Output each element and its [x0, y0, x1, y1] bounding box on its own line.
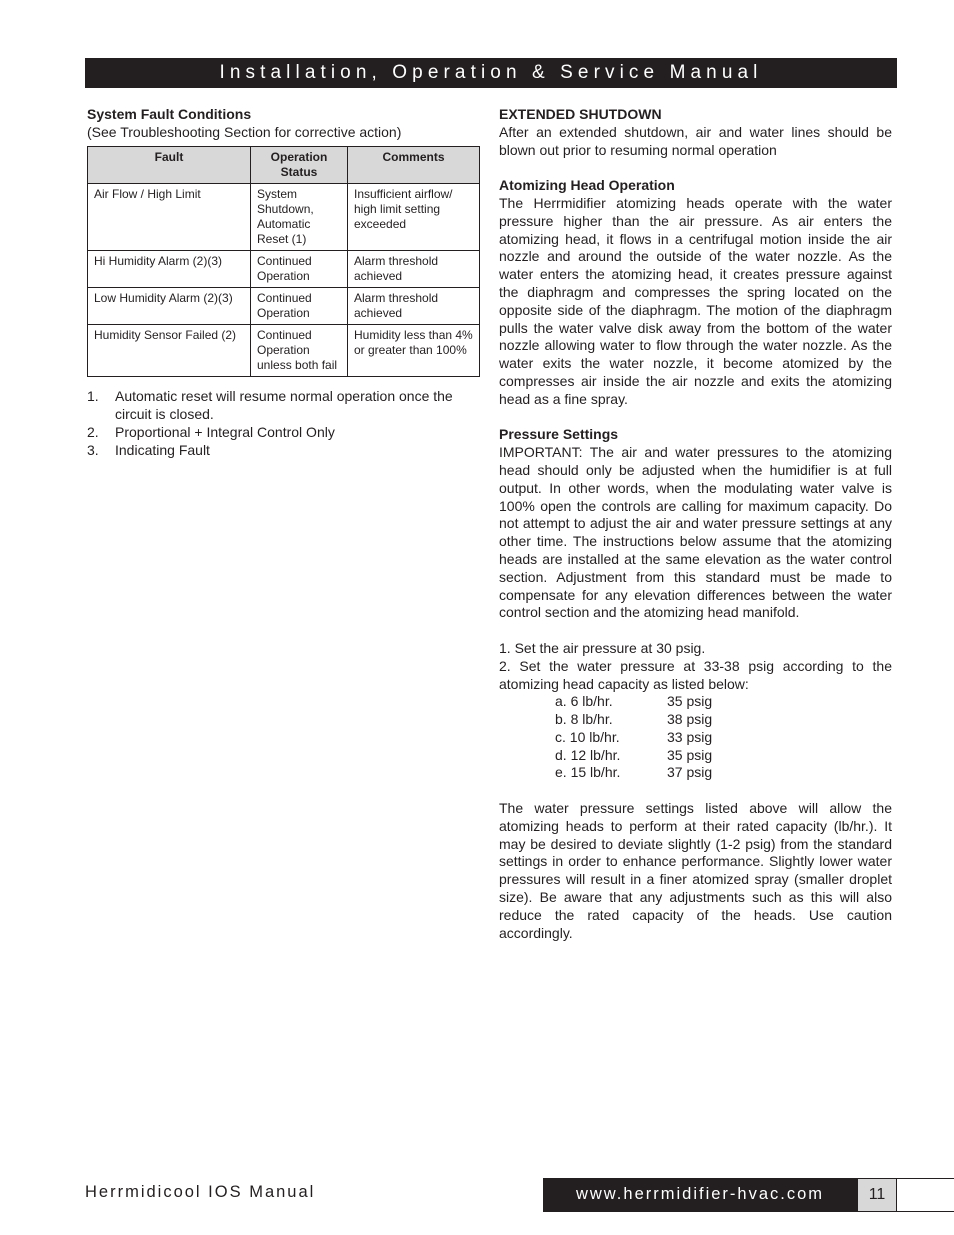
footnote-text: Automatic reset will resume normal operation once the circuit is closed.: [115, 387, 453, 422]
capacity-list: [555, 693, 892, 782]
list-item: [87, 387, 481, 423]
fault-conditions-subheading: (See Troubleshooting Section for corrective action): [87, 123, 402, 140]
footer-website: www.herrmidifier-hvac.com: [543, 1178, 857, 1212]
extended-shutdown-text: After an extended shutdown, air and water lines should be blown out prior to resuming normal operation: [499, 123, 892, 158]
pressure-settings-heading: Pressure Settings: [499, 426, 619, 443]
table-cell: Humidity less than 4% or greater than 100%: [348, 324, 480, 376]
column-header-comments: Comments: [348, 146, 480, 183]
list-item: [555, 729, 892, 747]
list-item: [555, 711, 892, 729]
step-two: 2. Set the water pressure at 33-38 psig according to the atomizing head capacity as listed below:: [499, 657, 892, 692]
page-header-title: Installation, Operation & Service Manual: [85, 58, 897, 88]
table-cell: Hi Humidity Alarm (2)(3): [88, 250, 251, 287]
table-cell: Alarm threshold achieved: [348, 287, 480, 324]
pressure-value: 35 psig: [667, 746, 713, 763]
atomizing-head-text: The Herrmidifier atomizing heads operate with the water pressure higher than the air pressure. As air enters the atomizing head, it flows in a centrifugal motion inside the air nozzle and around the outside of the water nozzle. As the water enters the atomizing head, it creates pressure against the diaphragm and compresses the spring located on the opposite side of the diaphragm. The motion of the diaphragm pulls the water valve disk away from the bottom of the water nozzle allowing water to flow through the water nozzle. As the water exits the water nozzle, it become atomized by the compresses air inside the air nozzle and exits the atomizing head as a fine spray.: [499, 194, 892, 407]
table-header-row: [88, 146, 480, 183]
table-cell: Continued Operation: [251, 250, 348, 287]
footnote-number: 1.: [87, 387, 99, 404]
fault-conditions-table: [87, 146, 480, 377]
column-header-operation-status: Operation Status: [251, 146, 348, 183]
table-cell: Insufficient airflow/ high limit setting exceeded: [348, 183, 480, 250]
list-item: [555, 693, 892, 711]
pressure-value: 33 psig: [667, 728, 713, 745]
list-item: [87, 423, 481, 441]
table-row: [88, 183, 480, 250]
table-row: [88, 324, 480, 376]
extended-shutdown-heading: EXTENDED SHUTDOWN: [499, 106, 662, 122]
table-cell: Alarm threshold achieved: [348, 250, 480, 287]
pressure-closing-text: The water pressure settings listed above will allow the atomizing heads to perform at their rated capacity (lb/hr.). It may be desired to deviate slightly (1-2 psig) from the standard settings in order to enhance performance. Slightly lower water pressures will result in a finer atomized spray (smaller droplet size). Be aware that any adjustments such as this will also reduce the rated capacity of the heads. Use caution accordingly.: [499, 800, 892, 941]
footer-manual-name: Herrmidicool IOS Manual: [85, 1183, 316, 1201]
right-column: [499, 106, 892, 942]
capacity-value: c. 10 lb/hr.: [555, 728, 620, 745]
left-column: [87, 106, 481, 459]
capacity-value: d. 12 lb/hr.: [555, 746, 621, 763]
capacity-value: b. 8 lb/hr.: [555, 711, 613, 728]
fault-conditions-heading: System Fault Conditions: [87, 106, 252, 122]
pressure-settings-text: IMPORTANT: The air and water pressures to the atomizing head should only be adjusted when the humidifier is at full output. In other words, when the modulating water valve is 100% open the controls are calling for maximum capacity. Do not attempt to adjust the air and water pressure settings at any other time. The instructions below assume that the atomizing heads are installed at the same elevation as the water control section. Adjustment from this standard must be made to compensate for any elevation differences between the water control section and the atomizing head manifold.: [499, 444, 892, 621]
pressure-value: 38 psig: [667, 711, 713, 728]
table-footnotes: [87, 387, 481, 459]
footnote-text: Proportional + Integral Control Only: [115, 423, 335, 440]
footnote-text: Indicating Fault: [115, 441, 210, 458]
capacity-value: e. 15 lb/hr.: [555, 764, 621, 781]
table-cell: Humidity Sensor Failed (2): [88, 324, 251, 376]
column-header-fault: Fault: [88, 146, 251, 183]
page-number: 11: [857, 1178, 897, 1212]
table-row: [88, 250, 480, 287]
footnote-number: 2.: [87, 423, 99, 440]
list-item: [555, 747, 892, 765]
list-item: [87, 441, 481, 459]
table-cell: Air Flow / High Limit: [88, 183, 251, 250]
capacity-value: a. 6 lb/hr.: [555, 693, 613, 710]
step-one: 1. Set the air pressure at 30 psig.: [499, 639, 706, 656]
footer-divider: [897, 1178, 954, 1212]
footnote-number: 3.: [87, 441, 99, 458]
table-cell: System Shutdown, Automatic Reset (1): [251, 183, 348, 250]
atomizing-head-heading: Atomizing Head Operation: [499, 177, 675, 194]
table-cell: Continued Operation: [251, 287, 348, 324]
table-cell: Continued Operation unless both fail: [251, 324, 348, 376]
table-row: [88, 287, 480, 324]
pressure-value: 35 psig: [667, 693, 713, 710]
pressure-value: 37 psig: [667, 764, 713, 781]
table-cell: Low Humidity Alarm (2)(3): [88, 287, 251, 324]
list-item: [555, 764, 892, 782]
